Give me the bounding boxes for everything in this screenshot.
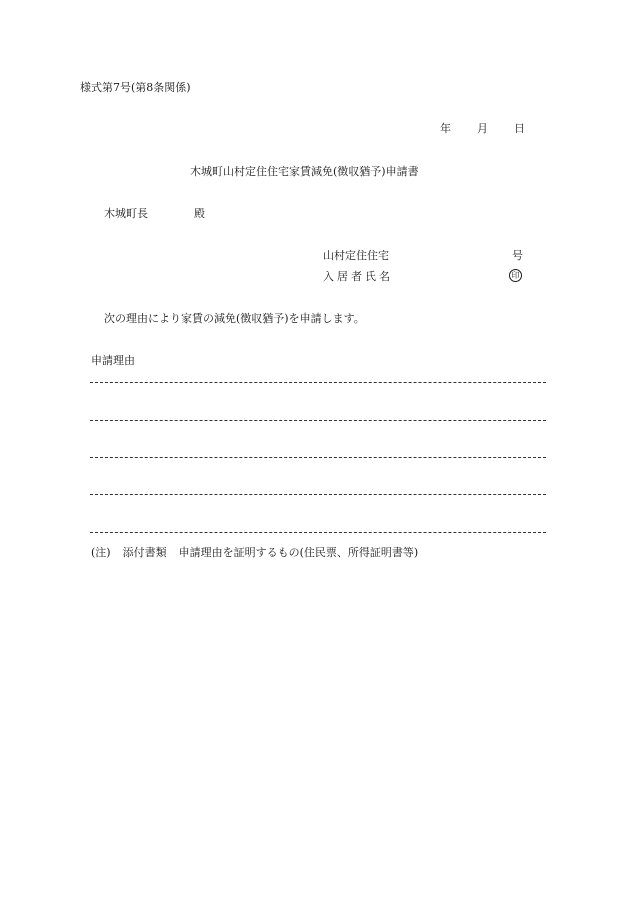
addressee-name: 木城町長 <box>104 207 148 220</box>
attachment-note <box>91 547 418 558</box>
resident-name-label: 入居者氏名 <box>323 270 393 283</box>
attachment-text: 申請理由を証明するもの(住民票、所得証明書等) <box>178 546 419 559</box>
reason-line-4 <box>90 494 546 495</box>
addressee-honorific: 殿 <box>194 207 205 220</box>
reason-label: 申請理由 <box>91 354 135 367</box>
housing-label: 山村定住住宅 <box>323 249 389 262</box>
date-month-label: 月 <box>477 122 488 135</box>
note-prefix: (注) <box>91 546 111 559</box>
document-title: 木城町山村定住住宅家賃減免(徴収猶予)申請書 <box>190 165 419 178</box>
housing-number-suffix: 号 <box>512 249 523 262</box>
reason-line-1 <box>90 382 546 383</box>
form-number: 様式第7号(第8条関係) <box>80 81 191 94</box>
date-year-label: 年 <box>440 122 451 135</box>
application-statement: 次の理由により家賃の減免(徴収猶予)を申請します。 <box>104 312 365 325</box>
reason-line-2 <box>90 420 546 421</box>
reason-line-3 <box>90 457 546 458</box>
attachment-label: 添付書類 <box>122 546 167 559</box>
reason-line-5 <box>90 532 546 533</box>
date-line <box>440 123 525 134</box>
date-day-label: 日 <box>514 122 525 135</box>
seal-mark: 印 <box>509 269 522 282</box>
addressee <box>104 208 205 219</box>
